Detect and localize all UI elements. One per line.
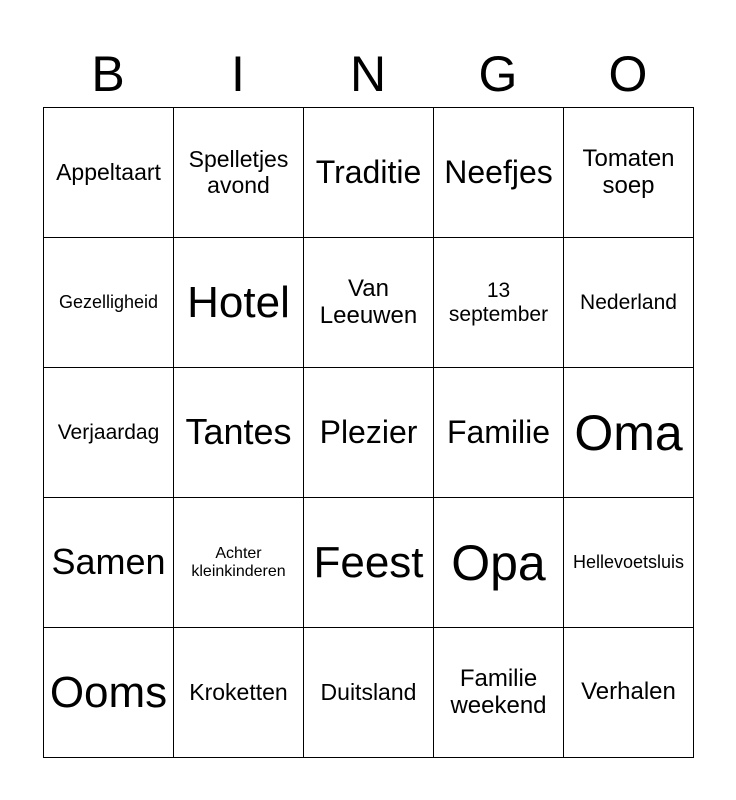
bingo-row [44,108,694,238]
bingo-cell[interactable]: Feest [304,498,434,628]
header-letter-g: G [478,46,518,102]
bingo-cell[interactable]: Plezier [304,368,434,498]
header-letter-i: I [231,46,245,102]
bingo-cell[interactable]: Traditie [304,108,434,238]
bingo-cell[interactable]: Opa [434,498,564,628]
bingo-cell[interactable]: Ooms [44,628,174,758]
bingo-cell[interactable]: Tomaten soep [564,108,694,238]
header-letter-n: N [349,46,387,102]
bingo-cell[interactable]: Hellevoetsluis [564,498,694,628]
bingo-cell[interactable]: Appeltaart [44,108,174,238]
bingo-cell[interactable]: Familie weekend [434,628,564,758]
bingo-cell[interactable]: Hotel [174,238,304,368]
bingo-header [43,42,693,106]
bingo-cell[interactable]: Tantes [174,368,304,498]
header-letter-o: O [608,46,648,102]
bingo-cell[interactable]: Verhalen [564,628,694,758]
bingo-row [44,498,694,628]
bingo-cell[interactable]: 13 september [434,238,564,368]
bingo-cell[interactable]: Verjaardag [44,368,174,498]
bingo-cell[interactable]: Achter kleinkinderen [174,498,304,628]
header-letter-b: B [91,46,125,102]
bingo-cell[interactable]: Spelletjes avond [174,108,304,238]
bingo-cell[interactable]: Kroketten [174,628,304,758]
bingo-cell[interactable]: Van Leeuwen [304,238,434,368]
bingo-row [44,628,694,758]
bingo-cell[interactable]: Samen [44,498,174,628]
bingo-cell[interactable]: Duitsland [304,628,434,758]
bingo-cell[interactable]: Gezelligheid [44,238,174,368]
bingo-row [44,368,694,498]
bingo-cell[interactable]: Oma [564,368,694,498]
bingo-cell[interactable]: Familie [434,368,564,498]
bingo-cell[interactable]: Nederland [564,238,694,368]
bingo-row [44,238,694,368]
bingo-card [43,107,694,758]
bingo-cell[interactable]: Neefjes [434,108,564,238]
